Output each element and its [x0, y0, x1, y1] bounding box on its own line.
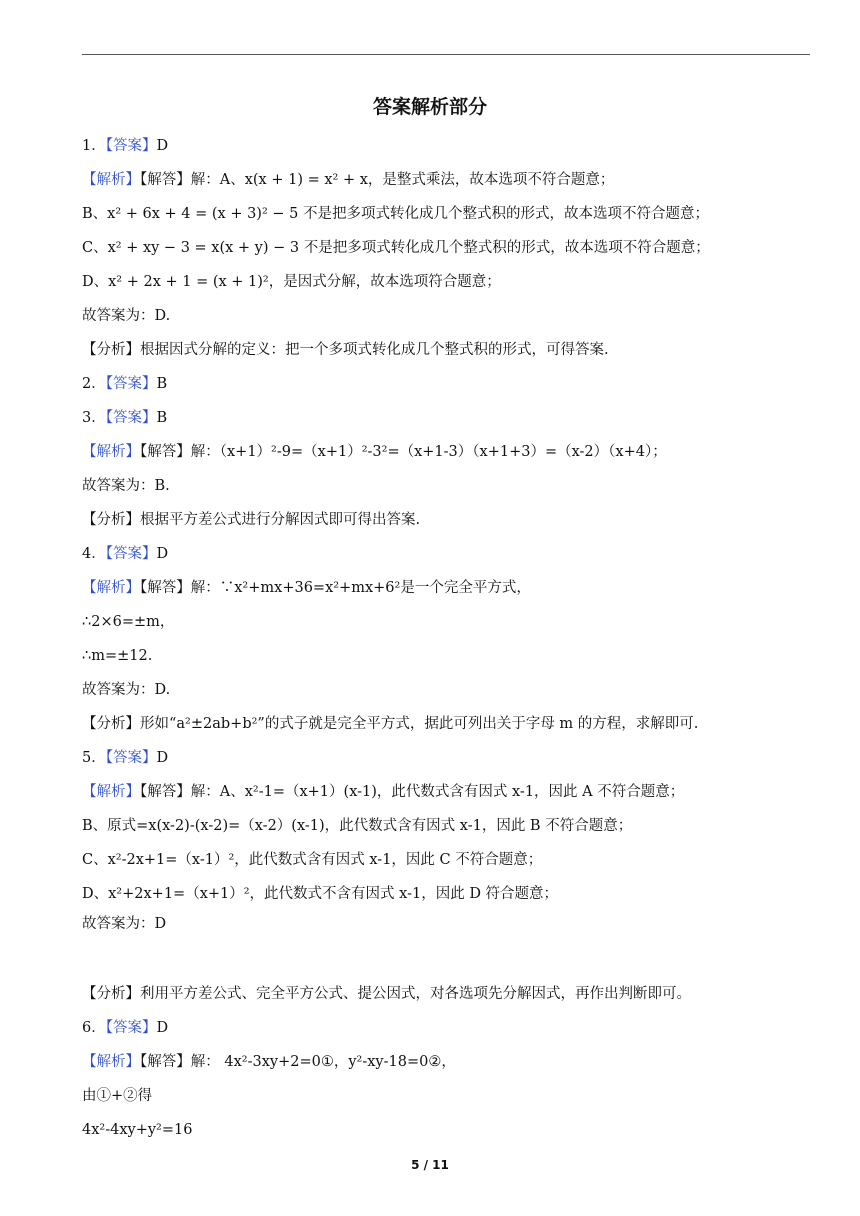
line-text: D、x²+2x+1=（x+1）²，此代数式不含有因式 x-1，因此 D 符合题意；: [82, 886, 559, 902]
text-line: [82, 306, 170, 326]
question-number: 1．: [82, 138, 106, 154]
line-text: C、x²-2x+1=（x-1）²，此代数式含有因式 x-1，因此 C 不符合题意；: [82, 852, 543, 868]
text-line: [82, 748, 168, 768]
answer-tag: 【解析】: [82, 444, 140, 460]
line-text: ∴m=±12.: [82, 648, 153, 664]
answer-tag: 【答案】: [105, 750, 157, 766]
line-text: B、x² + 6x + 4 = (x + 3)² − 5 不是把多项式转化成几个整式积的形式，故本选项不符合题意；: [82, 206, 709, 222]
header-rule: [82, 54, 810, 55]
text-line: [82, 374, 167, 394]
text-line: [82, 578, 531, 598]
text-line: [82, 544, 168, 564]
text-line: [82, 782, 684, 802]
text-line: [82, 680, 170, 700]
line-text: B、原式=x(x-2)-(x-2)=（x-2）(x-1)，此代数式含有因式 x-1，因此 B 不符合题意；: [82, 818, 633, 834]
question-number: 4．: [82, 546, 106, 562]
text-line: [82, 914, 166, 934]
text-line: [82, 1052, 456, 1072]
line-text: 【分析】根据平方差公式进行分解因式即可得出答案.: [82, 512, 421, 528]
line-text: ∴2×6=±m，: [82, 614, 175, 630]
line-text: 故答案为：B.: [82, 478, 170, 494]
text-line: [82, 204, 709, 224]
answer-tag: 【解析】: [82, 1054, 140, 1070]
answer-tag: 【答案】: [105, 1020, 157, 1036]
line-text: D: [156, 546, 169, 562]
answer-tag: 【解析】: [82, 172, 140, 188]
line-text: 【解答】解：A、x²-1=（x+1）(x-1)，此代数式含有因式 x-1，因此 A 不符合题意；: [140, 784, 685, 800]
text-line: [82, 476, 170, 496]
answer-tag: 【答案】: [105, 376, 157, 392]
text-line: [82, 510, 420, 530]
line-text: 【解答】解：∵x²+mx+36=x²+mx+6²是一个完全平方式，: [140, 580, 531, 596]
text-line: [82, 984, 691, 1004]
line-text: D: [156, 138, 169, 154]
line-text: D: [156, 750, 169, 766]
line-text: D: [156, 1020, 169, 1036]
answer-tag: 【答案】: [105, 410, 157, 426]
question-number: 5．: [82, 750, 106, 766]
answer-tag: 【解析】: [82, 580, 140, 596]
text-line: [82, 714, 698, 734]
text-line: [82, 340, 609, 360]
line-text: B: [156, 410, 168, 426]
text-line: [82, 170, 614, 190]
line-text: 【分析】利用平方差公式、完全平方公式、提公因式，对各选项先分解因式，再作出判断即可。: [82, 986, 691, 1002]
text-line: [82, 238, 710, 258]
page-number: 5 / 11: [411, 1158, 449, 1172]
line-text: 由①+②得: [82, 1088, 153, 1104]
line-text: 【解答】解：A、x(x + 1) = x² + x，是整式乘法，故本选项不符合题意；: [140, 172, 615, 188]
text-line: [82, 1086, 152, 1106]
text-line: [82, 850, 542, 870]
line-text: 【分析】形如“a²±2ab+b²”的式子就是完全平方式，据此可列出关于字母 m 的方程，求解即可.: [82, 716, 699, 732]
text-line: [82, 272, 501, 292]
line-text: 【解答】解： 4x²-3xy+2=0①，y²-xy-18=0②，: [140, 1054, 456, 1070]
text-line: [82, 646, 152, 666]
line-text: C、x² + xy − 3 = x(x + y) − 3 不是把多项式转化成几个整式积的形式，故本选项不符合题意；: [82, 240, 710, 256]
text-line: [82, 816, 632, 836]
text-line: [82, 1120, 192, 1140]
line-text: 4x²-4xy+y²=16: [82, 1122, 193, 1138]
text-line: [82, 1018, 168, 1038]
line-text: 【分析】根据因式分解的定义：把一个多项式转化成几个整式积的形式，可得答案.: [82, 342, 609, 358]
answer-tag: 【解析】: [82, 784, 140, 800]
text-line: [82, 442, 667, 462]
text-line: [82, 136, 168, 156]
question-number: 3．: [82, 410, 106, 426]
text-line: [82, 408, 167, 428]
page-title: 答案解析部分: [372, 96, 487, 118]
line-text: 故答案为：D: [82, 916, 167, 932]
text-line: [82, 884, 558, 904]
line-text: D、x² + 2x + 1 = (x + 1)²，是因式分解，故本选项符合题意；: [82, 274, 501, 290]
line-text: B: [156, 376, 168, 392]
line-text: 故答案为：D.: [82, 308, 171, 324]
text-line: [82, 612, 174, 632]
question-number: 2．: [82, 376, 106, 392]
line-text: 【解答】解：（x+1）²-9=（x+1）²-3²=（x+1-3）（x+1+3）=（x-2）（x+4）；: [140, 444, 667, 460]
line-text: 故答案为：D.: [82, 682, 171, 698]
question-number: 6．: [82, 1020, 106, 1036]
answer-tag: 【答案】: [105, 138, 157, 154]
answer-tag: 【答案】: [105, 546, 157, 562]
